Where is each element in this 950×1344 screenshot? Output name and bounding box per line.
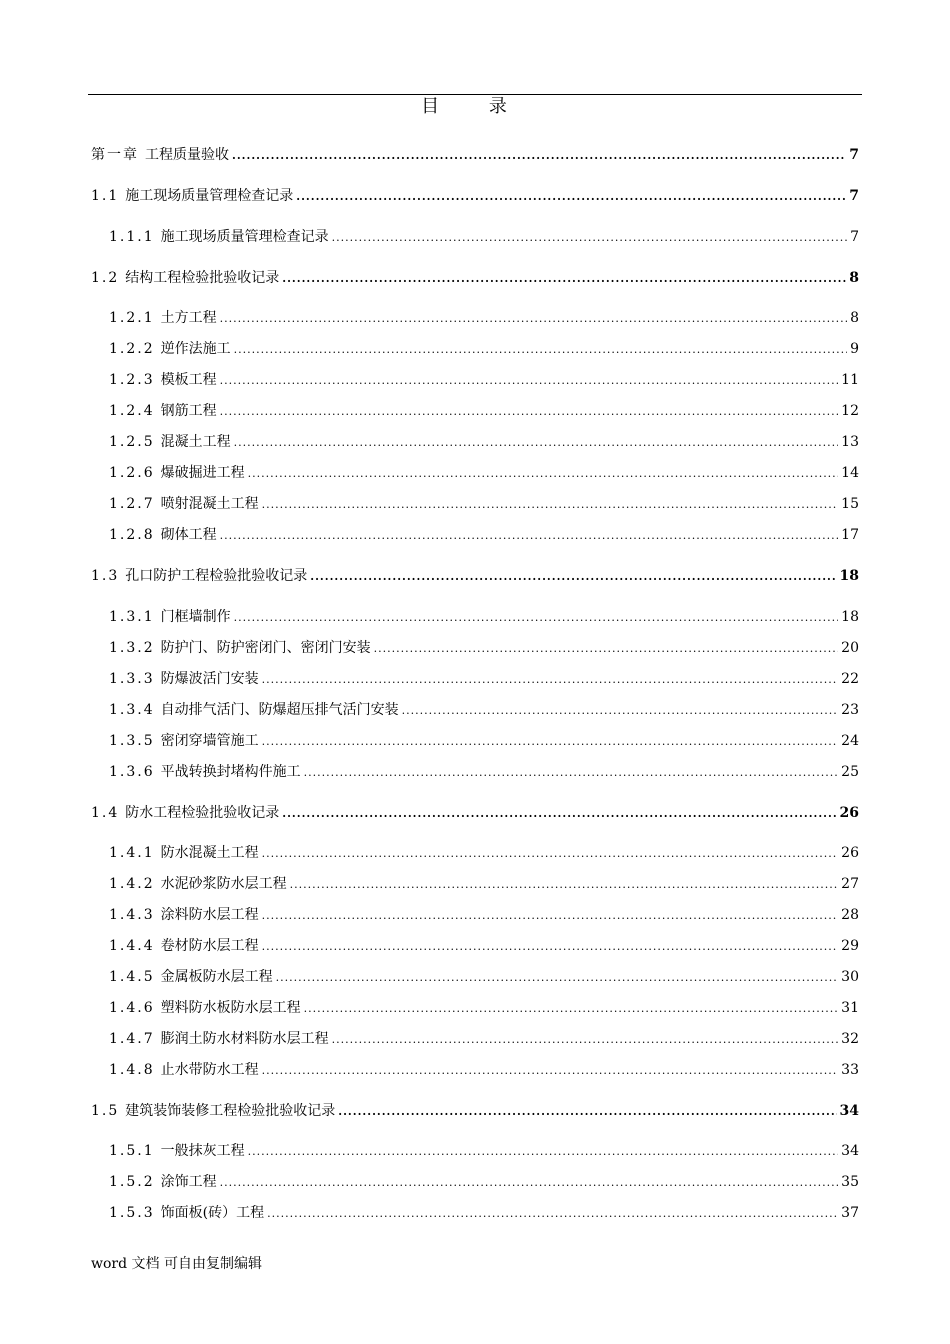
toc-entry-number: 1.1 <box>91 188 120 204</box>
toc-entry-title: 止水带防水工程 <box>160 1062 259 1078</box>
toc-entry-number: 1.2.1 <box>109 310 155 326</box>
toc-entry-title: 平战转换封堵构件施工 <box>160 764 301 780</box>
toc-entry[interactable] <box>109 308 859 328</box>
toc-entry-number: 1.3 <box>91 568 120 584</box>
toc-entry-title: 水泥砂浆防水层工程 <box>160 876 287 892</box>
toc-leader-dots <box>374 639 839 659</box>
toc-entry-number: 1.3.5 <box>109 733 155 749</box>
toc-entry-title: 逆作法施工 <box>160 341 231 357</box>
toc-entry[interactable] <box>109 1141 859 1161</box>
toc-entry-page: 18 <box>839 568 859 584</box>
toc-leader-dots <box>262 495 839 515</box>
toc-entry-title: 结构工程检验批验收记录 <box>125 270 280 286</box>
toc-entry[interactable] <box>91 145 859 165</box>
toc-entry-page: 32 <box>841 1031 859 1047</box>
toc-entry-number: 1.3.2 <box>109 640 155 656</box>
toc-entry-page: 34 <box>841 1143 859 1159</box>
toc-entry-page: 35 <box>841 1174 859 1190</box>
toc-entry[interactable] <box>91 1101 859 1121</box>
toc-entry-title: 爆破掘进工程 <box>160 465 245 481</box>
toc-entry[interactable] <box>109 1060 859 1080</box>
toc-entry-page: 7 <box>850 229 859 245</box>
toc-entry[interactable] <box>109 669 859 689</box>
toc-entry[interactable] <box>109 432 859 452</box>
toc-leader-dots <box>262 844 839 864</box>
toc-leader-dots <box>234 433 839 453</box>
toc-entry-page: 9 <box>850 341 859 357</box>
toc-entry[interactable] <box>109 874 859 894</box>
toc-entry-number: 1.3.4 <box>109 702 155 718</box>
toc-entry[interactable] <box>109 638 859 658</box>
toc-entry[interactable] <box>109 463 859 483</box>
toc-entry-number: 1.2.8 <box>109 527 155 543</box>
toc-entry[interactable] <box>109 998 859 1018</box>
toc-entry-page: 26 <box>839 805 859 821</box>
toc-entry-title: 涂料防水层工程 <box>160 907 259 923</box>
toc-leader-dots <box>220 402 839 422</box>
toc-entry-number: 1.2.2 <box>109 341 155 357</box>
toc-leader-dots <box>402 701 839 721</box>
toc-entry-title: 密闭穿墙管施工 <box>160 733 259 749</box>
toc-leader-dots <box>310 567 836 587</box>
toc-entry-page: 30 <box>841 969 859 985</box>
toc-entry-title: 一般抹灰工程 <box>160 1143 245 1159</box>
page-title: 目 录 <box>421 96 529 117</box>
toc-entry-title: 钢筋工程 <box>160 403 217 419</box>
toc-leader-dots <box>248 464 839 484</box>
toc-entry-title: 施工现场质量管理检查记录 <box>125 188 294 204</box>
toc-entry-page: 27 <box>841 876 859 892</box>
toc-entry-number: 1.5.1 <box>109 1143 155 1159</box>
toc-entry-number: 1.3.1 <box>109 609 155 625</box>
toc-entry-page: 25 <box>841 764 859 780</box>
toc-entry[interactable] <box>109 525 859 545</box>
toc-leader-dots <box>262 1061 839 1081</box>
toc-leader-dots <box>290 875 839 895</box>
toc-entry[interactable] <box>109 1029 859 1049</box>
toc-entry-title: 金属板防水层工程 <box>160 969 273 985</box>
toc-leader-dots <box>262 670 839 690</box>
toc-entry[interactable] <box>109 762 859 782</box>
toc-entry[interactable] <box>109 1172 859 1192</box>
toc-entry-number: 1.5.2 <box>109 1174 155 1190</box>
toc-entry-number: 1.2.5 <box>109 434 155 450</box>
toc-leader-dots <box>332 1030 839 1050</box>
toc-entry[interactable] <box>109 731 859 751</box>
toc-entry[interactable] <box>109 1203 859 1223</box>
toc-entry-number: 1.2 <box>91 270 120 286</box>
toc-entry[interactable] <box>91 268 859 288</box>
toc-entry-title: 膨润土防水材料防水层工程 <box>160 1031 329 1047</box>
toc-entry-page: 26 <box>841 845 859 861</box>
toc-entry[interactable] <box>109 967 859 987</box>
toc-entry-page: 24 <box>841 733 859 749</box>
toc-entry-title: 土方工程 <box>160 310 217 326</box>
toc-entry-page: 18 <box>841 609 859 625</box>
toc-leader-dots <box>276 968 839 988</box>
toc-entry-page: 34 <box>839 1103 859 1119</box>
toc-entry[interactable] <box>91 186 859 206</box>
toc-entry-title: 建筑装饰装修工程检验批验收记录 <box>125 1103 336 1119</box>
toc-entry-title: 模板工程 <box>160 372 217 388</box>
toc-entry-page: 15 <box>841 496 859 512</box>
toc-entry-page: 33 <box>841 1062 859 1078</box>
toc-entry[interactable] <box>109 494 859 514</box>
toc-entry-title: 施工现场质量管理检查记录 <box>160 229 329 245</box>
toc-entry-title: 工程质量验收 <box>145 147 229 163</box>
toc-entry-page: 11 <box>841 372 859 388</box>
toc-leader-dots <box>220 526 839 546</box>
toc-leader-dots <box>304 999 839 1019</box>
toc-entry-number: 1.4.6 <box>109 1000 155 1016</box>
toc-entry-number: 第一章 <box>91 147 139 163</box>
toc-leader-dots <box>234 340 847 360</box>
toc-entry-number: 1.5 <box>91 1103 120 1119</box>
toc-leader-dots <box>267 1204 838 1224</box>
toc-entry-title: 防护门、防护密闭门、密闭门安装 <box>160 640 371 656</box>
toc-leader-dots <box>304 763 839 783</box>
toc-leader-dots <box>282 804 836 824</box>
toc-entry-number: 1.3.6 <box>109 764 155 780</box>
toc-leader-dots <box>282 269 846 289</box>
toc-entry-number: 1.4.7 <box>109 1031 155 1047</box>
toc-entry-page: 7 <box>849 188 859 204</box>
toc-entry-number: 1.4.2 <box>109 876 155 892</box>
toc-entry-title: 砌体工程 <box>160 527 217 543</box>
toc-entry-title: 喷射混凝土工程 <box>160 496 259 512</box>
toc-entry[interactable] <box>109 227 859 247</box>
toc-entry-page: 29 <box>841 938 859 954</box>
toc-leader-dots <box>220 309 847 329</box>
toc-entry-title: 孔口防护工程检验批验收记录 <box>125 568 308 584</box>
toc-entry-title: 卷材防水层工程 <box>160 938 259 954</box>
toc-entry-number: 1.2.7 <box>109 496 155 512</box>
toc-leader-dots <box>332 228 847 248</box>
toc-leader-dots <box>232 146 846 166</box>
toc-entry-number: 1.2.4 <box>109 403 155 419</box>
toc-entry-page: 20 <box>841 640 859 656</box>
toc-leader-dots <box>234 608 839 628</box>
toc-entry-title: 自动排气活门、防爆超压排气活门安装 <box>160 702 399 718</box>
toc-leader-dots <box>296 187 846 207</box>
toc-entry-page: 7 <box>849 147 859 163</box>
toc-entry[interactable] <box>109 700 859 720</box>
toc-entry-number: 1.4.1 <box>109 845 155 861</box>
toc-entry-title: 塑料防水板防水层工程 <box>160 1000 301 1016</box>
toc-entry-page: 37 <box>841 1205 859 1221</box>
toc-entry-title: 防爆波活门安装 <box>160 671 259 687</box>
toc-entry-page: 23 <box>841 702 859 718</box>
toc-entry-page: 31 <box>841 1000 859 1016</box>
toc-entry[interactable] <box>91 803 859 823</box>
toc-entry-title: 防水工程检验批验收记录 <box>125 805 280 821</box>
toc-entry-number: 1.5.3 <box>109 1205 155 1221</box>
toc-entry-number: 1.2.6 <box>109 465 155 481</box>
toc-entry-title: 饰面板(砖）工程 <box>160 1205 265 1221</box>
toc-leader-dots <box>262 937 839 957</box>
toc-leader-dots <box>262 906 839 926</box>
toc-entry[interactable] <box>91 566 859 586</box>
toc-leader-dots <box>248 1142 839 1162</box>
toc-entry[interactable] <box>109 401 859 421</box>
toc-entry[interactable] <box>109 843 859 863</box>
toc-entry-number: 1.4.3 <box>109 907 155 923</box>
toc-entry[interactable] <box>109 607 859 627</box>
toc-entry-page: 13 <box>841 434 859 450</box>
toc-entry-page: 17 <box>841 527 859 543</box>
toc-entry-number: 1.4.4 <box>109 938 155 954</box>
toc-entry-number: 1.4.8 <box>109 1062 155 1078</box>
toc-entry-page: 8 <box>849 270 859 286</box>
toc-entry-number: 1.4 <box>91 805 120 821</box>
toc-entry-title: 防水混凝土工程 <box>160 845 259 861</box>
footer-note: word 文档 可自由复制编辑 <box>91 1256 262 1272</box>
toc-entry[interactable] <box>109 936 859 956</box>
toc-entry-number: 1.2.3 <box>109 372 155 388</box>
toc-entry[interactable] <box>109 370 859 390</box>
toc-entry-number: 1.4.5 <box>109 969 155 985</box>
toc-leader-dots <box>220 371 839 391</box>
toc-entry-title: 门框墙制作 <box>160 609 231 625</box>
toc-entry[interactable] <box>109 339 859 359</box>
toc-entry-page: 14 <box>841 465 859 481</box>
toc-entry-page: 22 <box>841 671 859 687</box>
toc-entry-page: 28 <box>841 907 859 923</box>
toc-entry-page: 12 <box>841 403 859 419</box>
toc-entry-title: 混凝土工程 <box>160 434 231 450</box>
toc-entry[interactable] <box>109 905 859 925</box>
toc-entry-number: 1.1.1 <box>109 229 155 245</box>
toc-entry-page: 8 <box>850 310 859 326</box>
toc-leader-dots <box>220 1173 839 1193</box>
toc-leader-dots <box>262 732 839 752</box>
toc-entry-title: 涂饰工程 <box>160 1174 217 1190</box>
toc-entry-number: 1.3.3 <box>109 671 155 687</box>
toc-leader-dots <box>338 1102 836 1122</box>
